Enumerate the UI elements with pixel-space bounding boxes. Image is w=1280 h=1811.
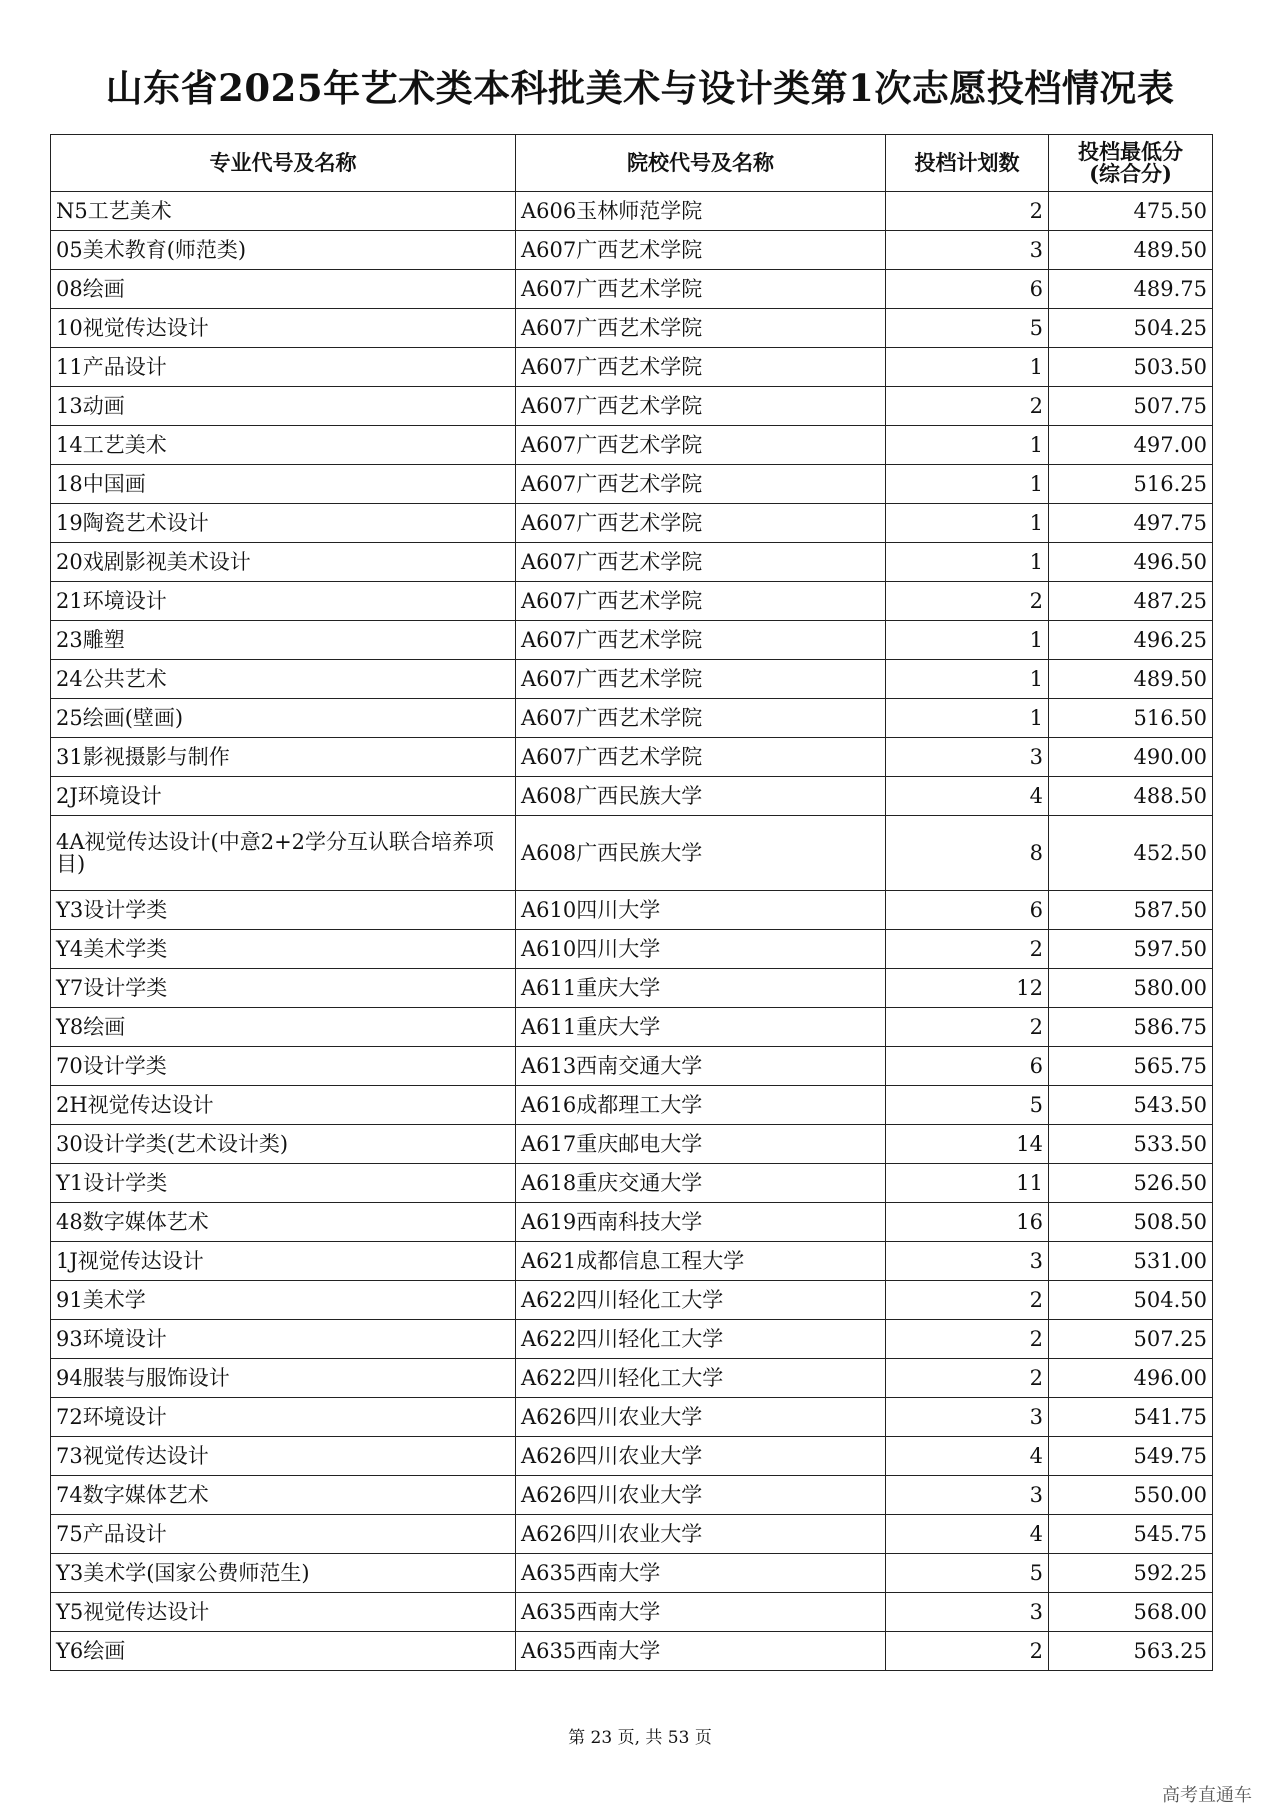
cell-school: A617重庆邮电大学 (516, 1125, 886, 1164)
cell-score: 533.50 (1049, 1125, 1213, 1164)
table-row (51, 1164, 1213, 1203)
cell-major: Y8绘画 (51, 1008, 516, 1047)
cell-plan: 3 (886, 738, 1049, 777)
cell-score: 475.50 (1049, 192, 1213, 231)
cell-school: A622四川轻化工大学 (516, 1281, 886, 1320)
cell-school: A611重庆大学 (516, 1008, 886, 1047)
cell-school: A622四川轻化工大学 (516, 1359, 886, 1398)
cell-plan: 2 (886, 930, 1049, 969)
cell-plan: 5 (886, 1554, 1049, 1593)
cell-score: 565.75 (1049, 1047, 1213, 1086)
cell-school: A607广西艺术学院 (516, 504, 886, 543)
table-header-row (51, 135, 1213, 192)
table-row (51, 777, 1213, 816)
cell-major: 11产品设计 (51, 348, 516, 387)
table-row (51, 1632, 1213, 1671)
cell-school: A626四川农业大学 (516, 1437, 886, 1476)
cell-score: 490.00 (1049, 738, 1213, 777)
cell-school: A607广西艺术学院 (516, 348, 886, 387)
cell-score: 516.50 (1049, 699, 1213, 738)
cell-plan: 6 (886, 891, 1049, 930)
cell-major: Y3设计学类 (51, 891, 516, 930)
cell-major: Y7设计学类 (51, 969, 516, 1008)
table-row (51, 426, 1213, 465)
cell-school: A607广西艺术学院 (516, 543, 886, 582)
cell-major: 25绘画(壁画) (51, 699, 516, 738)
cell-score: 568.00 (1049, 1593, 1213, 1632)
table-row (51, 543, 1213, 582)
cell-score: 549.75 (1049, 1437, 1213, 1476)
table-row (51, 1320, 1213, 1359)
cell-score: 497.00 (1049, 426, 1213, 465)
cell-major: 14工艺美术 (51, 426, 516, 465)
cell-score: 543.50 (1049, 1086, 1213, 1125)
cell-school: A635西南大学 (516, 1593, 886, 1632)
cell-major: Y6绘画 (51, 1632, 516, 1671)
table-row (51, 1398, 1213, 1437)
table-row (51, 1242, 1213, 1281)
cell-major: 74数字媒体艺术 (51, 1476, 516, 1515)
cell-plan: 16 (886, 1203, 1049, 1242)
cell-major: 21环境设计 (51, 582, 516, 621)
page-footer: 第 23 页, 共 53 页 (568, 1728, 712, 1748)
table-body (51, 192, 1213, 1671)
cell-score: 489.75 (1049, 270, 1213, 309)
table-row (51, 969, 1213, 1008)
cell-plan: 6 (886, 1047, 1049, 1086)
cell-score: 586.75 (1049, 1008, 1213, 1047)
cell-school: A607广西艺术学院 (516, 738, 886, 777)
header-plan: 投档计划数 (886, 135, 1049, 192)
cell-major: Y3美术学(国家公费师范生) (51, 1554, 516, 1593)
cell-plan: 1 (886, 504, 1049, 543)
cell-major: Y5视觉传达设计 (51, 1593, 516, 1632)
cell-score: 545.75 (1049, 1515, 1213, 1554)
cell-school: A607广西艺术学院 (516, 387, 886, 426)
cell-major: 94服装与服饰设计 (51, 1359, 516, 1398)
cell-plan: 3 (886, 1476, 1049, 1515)
cell-school: A607广西艺术学院 (516, 231, 886, 270)
cell-score: 487.25 (1049, 582, 1213, 621)
table-row (51, 465, 1213, 504)
cell-score: 496.00 (1049, 1359, 1213, 1398)
header-min-score-line1: 投档最低分 (1078, 138, 1183, 164)
header-major: 专业代号及名称 (51, 135, 516, 192)
cell-score: 507.75 (1049, 387, 1213, 426)
table-row (51, 1476, 1213, 1515)
cell-score: 597.50 (1049, 930, 1213, 969)
cell-major: 20戏剧影视美术设计 (51, 543, 516, 582)
cell-major: 4A视觉传达设计(中意2+2学分互认联合培养项目) (51, 816, 516, 891)
table-row (51, 930, 1213, 969)
table-row (51, 660, 1213, 699)
cell-score: 489.50 (1049, 231, 1213, 270)
cell-school: A607广西艺术学院 (516, 621, 886, 660)
table-row (51, 1281, 1213, 1320)
table-row (51, 192, 1213, 231)
cell-plan: 1 (886, 660, 1049, 699)
table-row (51, 699, 1213, 738)
cell-school: A611重庆大学 (516, 969, 886, 1008)
cell-score: 550.00 (1049, 1476, 1213, 1515)
table-row (51, 1359, 1213, 1398)
cell-score: 563.25 (1049, 1632, 1213, 1671)
cell-school: A608广西民族大学 (516, 777, 886, 816)
cell-school: A607广西艺术学院 (516, 465, 886, 504)
cell-school: A619西南科技大学 (516, 1203, 886, 1242)
cell-major: 23雕塑 (51, 621, 516, 660)
table-row (51, 387, 1213, 426)
table-row (51, 738, 1213, 777)
table-row (51, 309, 1213, 348)
table-row (51, 1437, 1213, 1476)
cell-plan: 4 (886, 1437, 1049, 1476)
cell-school: A621成都信息工程大学 (516, 1242, 886, 1281)
table-row (51, 621, 1213, 660)
cell-school: A626四川农业大学 (516, 1515, 886, 1554)
header-school: 院校代号及名称 (516, 135, 886, 192)
cell-school: A607广西艺术学院 (516, 699, 886, 738)
cell-score: 516.25 (1049, 465, 1213, 504)
header-min-score-line2: (综合分) (1089, 161, 1172, 186)
cell-plan: 11 (886, 1164, 1049, 1203)
table-row (51, 582, 1213, 621)
cell-plan: 2 (886, 1281, 1049, 1320)
cell-school: A606玉林师范学院 (516, 192, 886, 231)
cell-major: 91美术学 (51, 1281, 516, 1320)
cell-major: 10视觉传达设计 (51, 309, 516, 348)
cell-major: 13动画 (51, 387, 516, 426)
cell-plan: 5 (886, 1086, 1049, 1125)
table-row (51, 1203, 1213, 1242)
cell-plan: 3 (886, 1398, 1049, 1437)
cell-score: 531.00 (1049, 1242, 1213, 1281)
cell-plan: 4 (886, 777, 1049, 816)
cell-major: 08绘画 (51, 270, 516, 309)
cell-plan: 4 (886, 1515, 1049, 1554)
cell-school: A607广西艺术学院 (516, 426, 886, 465)
cell-school: A607广西艺术学院 (516, 270, 886, 309)
cell-major: Y4美术学类 (51, 930, 516, 969)
cell-score: 489.50 (1049, 660, 1213, 699)
cell-score: 496.50 (1049, 543, 1213, 582)
admission-table (50, 134, 1213, 1671)
cell-major: Y1设计学类 (51, 1164, 516, 1203)
cell-major: 31影视摄影与制作 (51, 738, 516, 777)
cell-score: 526.50 (1049, 1164, 1213, 1203)
table-row (51, 1593, 1213, 1632)
cell-plan: 2 (886, 192, 1049, 231)
cell-major: 70设计学类 (51, 1047, 516, 1086)
cell-major: 2J环境设计 (51, 777, 516, 816)
cell-plan: 1 (886, 621, 1049, 660)
cell-school: A622四川轻化工大学 (516, 1320, 886, 1359)
cell-school: A608广西民族大学 (516, 816, 886, 891)
table-row (51, 1554, 1213, 1593)
cell-score: 507.25 (1049, 1320, 1213, 1359)
cell-score: 497.75 (1049, 504, 1213, 543)
cell-plan: 5 (886, 309, 1049, 348)
cell-plan: 2 (886, 1320, 1049, 1359)
table-row (51, 1008, 1213, 1047)
cell-major: 75产品设计 (51, 1515, 516, 1554)
cell-major: 48数字媒体艺术 (51, 1203, 516, 1242)
cell-score: 452.50 (1049, 816, 1213, 891)
table-row (51, 1086, 1213, 1125)
cell-plan: 1 (886, 543, 1049, 582)
cell-school: A626四川农业大学 (516, 1398, 886, 1437)
cell-major: 30设计学类(艺术设计类) (51, 1125, 516, 1164)
header-min-score (1049, 135, 1213, 192)
cell-plan: 2 (886, 1008, 1049, 1047)
watermark: 高考直通车 (1162, 1785, 1252, 1806)
cell-plan: 2 (886, 1359, 1049, 1398)
page-title: 山东省2025年艺术类本科批美术与设计类第1次志愿投档情况表 (105, 66, 1175, 110)
cell-school: A610四川大学 (516, 891, 886, 930)
table-row (51, 1047, 1213, 1086)
cell-plan: 8 (886, 816, 1049, 891)
cell-score: 496.25 (1049, 621, 1213, 660)
table-row (51, 891, 1213, 930)
cell-score: 504.50 (1049, 1281, 1213, 1320)
cell-plan: 1 (886, 465, 1049, 504)
cell-score: 580.00 (1049, 969, 1213, 1008)
cell-school: A626四川农业大学 (516, 1476, 886, 1515)
cell-score: 488.50 (1049, 777, 1213, 816)
cell-school: A613西南交通大学 (516, 1047, 886, 1086)
cell-major: 2H视觉传达设计 (51, 1086, 516, 1125)
cell-school: A607广西艺术学院 (516, 309, 886, 348)
cell-plan: 3 (886, 1242, 1049, 1281)
table-row (51, 1125, 1213, 1164)
cell-score: 503.50 (1049, 348, 1213, 387)
cell-plan: 2 (886, 387, 1049, 426)
table-row (51, 231, 1213, 270)
cell-plan: 12 (886, 969, 1049, 1008)
table-row (51, 348, 1213, 387)
cell-school: A618重庆交通大学 (516, 1164, 886, 1203)
cell-plan: 1 (886, 348, 1049, 387)
cell-major: 72环境设计 (51, 1398, 516, 1437)
cell-score: 587.50 (1049, 891, 1213, 930)
cell-plan: 2 (886, 582, 1049, 621)
cell-plan: 2 (886, 1632, 1049, 1671)
table-row (51, 1515, 1213, 1554)
cell-score: 541.75 (1049, 1398, 1213, 1437)
cell-score: 508.50 (1049, 1203, 1213, 1242)
cell-plan: 14 (886, 1125, 1049, 1164)
cell-score: 592.25 (1049, 1554, 1213, 1593)
table-row (51, 816, 1213, 891)
cell-plan: 3 (886, 231, 1049, 270)
cell-major: 24公共艺术 (51, 660, 516, 699)
cell-school: A607广西艺术学院 (516, 582, 886, 621)
cell-plan: 1 (886, 426, 1049, 465)
cell-plan: 1 (886, 699, 1049, 738)
cell-major: 93环境设计 (51, 1320, 516, 1359)
cell-plan: 3 (886, 1593, 1049, 1632)
cell-school: A607广西艺术学院 (516, 660, 886, 699)
cell-major: 19陶瓷艺术设计 (51, 504, 516, 543)
cell-school: A610四川大学 (516, 930, 886, 969)
cell-score: 504.25 (1049, 309, 1213, 348)
cell-school: A616成都理工大学 (516, 1086, 886, 1125)
table-row (51, 504, 1213, 543)
cell-major: 1J视觉传达设计 (51, 1242, 516, 1281)
cell-school: A635西南大学 (516, 1554, 886, 1593)
cell-major: 18中国画 (51, 465, 516, 504)
table-row (51, 270, 1213, 309)
cell-plan: 6 (886, 270, 1049, 309)
cell-school: A635西南大学 (516, 1632, 886, 1671)
cell-major: 73视觉传达设计 (51, 1437, 516, 1476)
cell-major: N5工艺美术 (51, 192, 516, 231)
cell-major: 05美术教育(师范类) (51, 231, 516, 270)
